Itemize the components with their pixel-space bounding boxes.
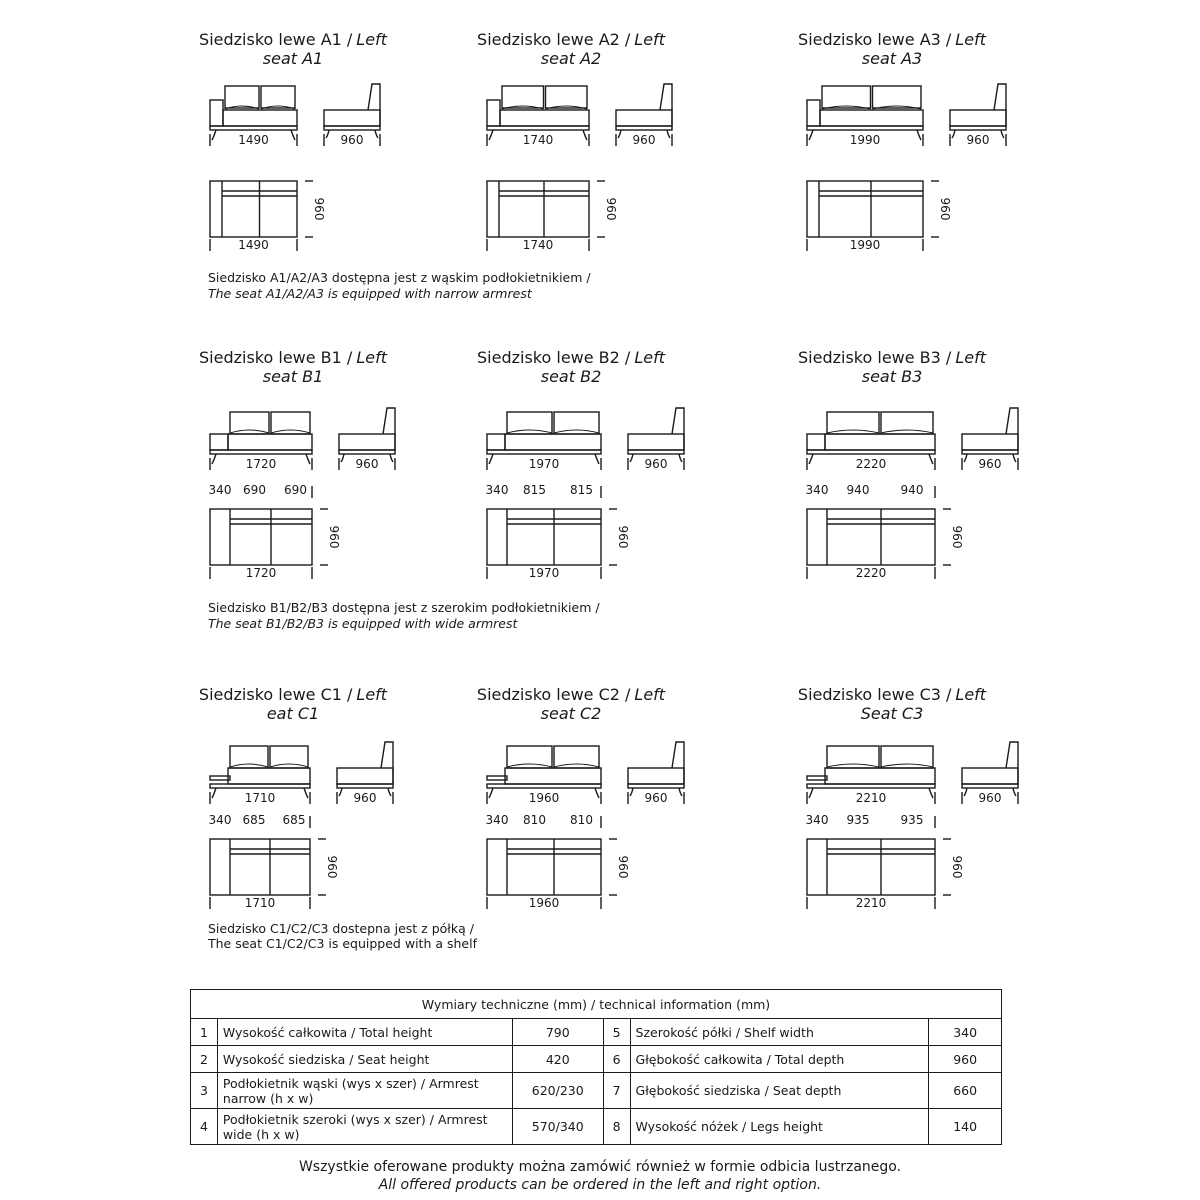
outline-path [667,130,670,138]
split-label: 935 [900,813,924,827]
module-title [199,30,388,49]
outline-rect [507,746,552,768]
outline-rect [487,434,505,450]
row-number: 6 [603,1046,630,1073]
outline-path [595,454,599,464]
outline-path [341,454,344,462]
outline-path [1006,742,1018,784]
side-depth-label: 960 [978,791,1002,805]
outline-rect [502,86,544,108]
outline-rect [210,509,312,565]
table-row [191,1046,1002,1073]
outline-rect [628,450,684,454]
row-number: 2 [191,1046,218,1073]
footer-note-en: All offered products can be ordered in the left and right option. [378,1177,822,1193]
front-width-label: 1490 [238,133,269,147]
plan-depth-label: 960 [604,197,618,221]
module-title-en: Left [634,30,665,49]
plan-width-label: 2220 [855,566,887,580]
module-title-pl: Siedzisko lewe A2 / [477,30,631,49]
side-depth-label: 960 [340,133,364,147]
outline-path [1006,408,1018,450]
split-label: 935 [846,813,870,827]
outline-path [381,742,393,784]
split-label: 815 [570,483,593,497]
outline-path [212,130,216,140]
outline-path [390,454,393,462]
outline-path [230,764,268,767]
outline-rect [628,434,684,450]
split-label: 940 [846,483,870,497]
outline-path [827,430,879,433]
note-c-pl: Siedzisko C1/C2/C3 dostepna jest z półką / [208,921,474,936]
module-seat-a1 [199,30,388,252]
outline-path [271,430,310,433]
outline-path [630,788,633,796]
footer-note-pl: Wszystkie oferowane produkty można zamówić również w formie odbicia lustrzanego. [298,1159,902,1175]
outline-rect [825,768,935,784]
outline-path [489,130,493,140]
outline-rect [881,412,933,434]
module-subtitle: seat B3 [861,367,923,386]
outline-rect [507,412,552,434]
outline-path [489,454,493,464]
outline-rect [228,768,310,784]
outline-rect [487,784,601,788]
split-label: 940 [900,483,924,497]
module-subtitle: Seat C3 [860,704,924,723]
outline-rect [487,181,589,237]
outline-rect [339,434,395,450]
outline-rect [271,412,310,434]
module-title-en: Left [634,348,665,367]
outline-rect [807,100,820,126]
outline-path [383,408,395,450]
outline-path [375,130,378,138]
module-title-pl: Siedzisko lewe C1 / [198,685,353,704]
outline-rect [628,784,684,788]
module-title-en: Left [955,30,986,49]
row-label: Podłokietnik szeroki (wys x szer) / Armrest wide (h x w) [217,1109,512,1145]
outline-rect [873,86,922,108]
outline-rect [270,746,308,768]
plan-depth-label: 960 [616,525,630,549]
outline-rect [210,434,228,450]
outline-path [230,430,269,433]
outline-rect [487,776,507,780]
outline-rect [962,434,1018,450]
outline-path [270,764,308,767]
outline-rect [261,86,295,108]
module-title [199,348,388,367]
side-depth-label: 960 [644,791,668,805]
outline-path [1013,454,1016,462]
plan-depth-label: 960 [616,855,630,879]
module-subtitle: seat B1 [262,367,324,386]
row-label: Szerokość półki / Shelf width [630,1019,929,1046]
module-title-en: Left [356,348,387,367]
split-label: 340 [208,813,232,827]
module-subtitle: seat C2 [540,704,602,723]
outline-path [809,788,813,798]
outline-rect [546,86,588,108]
row-number: 1 [191,1019,218,1046]
row-number: 4 [191,1109,218,1145]
technical-info-table [190,989,1002,1145]
outline-rect [210,784,310,788]
outline-path [660,84,672,126]
split-label: 685 [282,813,306,827]
outline-rect [807,434,825,450]
row-value: 960 [929,1046,1002,1073]
outline-rect [210,126,297,130]
module-subtitle: seat A3 [861,49,923,68]
module-title [477,685,666,704]
outline-rect [616,126,672,130]
front-width-label: 1990 [849,133,881,147]
outline-path [507,764,552,767]
outline-path [672,408,684,450]
footer-note [0,1158,1200,1194]
outline-path [388,788,391,796]
outline-path [952,130,955,138]
front-width-label: 1970 [528,457,560,471]
outline-rect [337,768,393,784]
outline-rect [962,768,1018,784]
outline-path [339,788,342,796]
row-value: 340 [929,1019,1002,1046]
outline-rect [554,412,599,434]
row-number: 8 [603,1109,630,1145]
outline-rect [487,450,601,454]
outline-rect [223,110,297,126]
outline-rect [487,126,589,130]
row-label: Głębokość całkowita / Total depth [630,1046,929,1073]
outline-rect [505,768,601,784]
outline-rect [807,784,935,788]
module-seat-b1 [199,348,395,580]
plan-depth-label: 960 [938,197,952,221]
plan-depth-label: 960 [327,525,341,549]
row-value: 790 [512,1019,603,1046]
module-seat-c3 [798,685,1018,910]
plan-depth-label: 960 [950,525,964,549]
module-title [798,348,987,367]
outline-path [212,788,216,798]
row-number: 5 [603,1019,630,1046]
plan-width-label: 1960 [528,896,560,910]
outline-path [827,764,879,767]
module-title-pl: Siedzisko lewe A3 / [798,30,952,49]
module-title-pl: Siedzisko lewe B2 / [477,348,631,367]
outline-path [583,130,587,140]
outline-rect [962,784,1018,788]
note-a-pl: Siedzisko A1/A2/A3 dostępna jest z wąskim podłokietnikiem / [208,270,591,285]
outline-rect [822,86,871,108]
row-number: 3 [191,1073,218,1109]
module-seat-b2 [477,348,684,580]
plan-width-label: 1710 [244,896,276,910]
outline-rect [807,839,935,895]
module-title-pl: Siedzisko lewe C3 / [797,685,952,704]
module-title [477,30,666,49]
plan-depth-label: 960 [950,855,964,879]
table-row [191,1019,1002,1046]
row-value: 660 [929,1073,1002,1109]
outline-path [964,788,967,796]
module-title [798,30,987,49]
outline-rect [339,450,395,454]
module-eat-c1 [199,685,393,910]
side-depth-label: 960 [353,791,377,805]
outline-path [326,130,329,138]
outline-rect [950,110,1006,126]
split-label: 340 [485,813,509,827]
module-subtitle: seat A2 [540,49,602,68]
split-label: 815 [523,483,546,497]
outline-path [291,130,295,140]
module-seat-b3 [798,348,1018,580]
module-title-en: Left [955,685,987,704]
outline-rect [230,746,268,768]
side-depth-label: 960 [978,457,1002,471]
outline-rect [337,784,393,788]
outline-rect [225,86,259,108]
outline-path [489,788,493,798]
outline-path [368,84,380,126]
outline-path [994,84,1006,126]
outline-rect [487,839,601,895]
module-title-pl: Siedzisko lewe C2 / [476,685,631,704]
front-width-label: 1740 [522,133,554,147]
plan-width-label: 1490 [238,238,269,252]
module-title-pl: Siedzisko lewe A1 / [199,30,353,49]
outline-path [304,788,308,798]
split-label: 690 [284,483,307,497]
outline-path [554,430,599,433]
split-label: 810 [523,813,546,827]
outline-rect [807,509,935,565]
outline-rect [827,412,879,434]
outline-path [507,430,552,433]
side-depth-label: 960 [966,133,990,147]
outline-rect [324,126,380,130]
row-label: Głębokość siedziska / Seat depth [630,1073,929,1109]
row-value: 420 [512,1046,603,1073]
outline-path [1013,788,1016,796]
module-subtitle: seat A1 [262,49,324,68]
module-title-pl: Siedzisko lewe B3 / [798,348,952,367]
outline-rect [881,746,933,768]
side-depth-label: 960 [644,457,668,471]
outline-rect [505,434,601,450]
outline-rect [820,110,923,126]
split-label: 685 [242,813,266,827]
outline-rect [554,746,599,768]
outline-rect [210,450,312,454]
split-label: 340 [485,483,509,497]
module-subtitle: seat B2 [540,367,602,386]
row-number: 7 [603,1073,630,1109]
module-title-en: Left [356,685,388,704]
front-width-label: 1960 [528,791,560,805]
split-label: 690 [243,483,266,497]
outline-rect [210,181,297,237]
outline-rect [807,181,923,237]
side-depth-label: 960 [632,133,656,147]
plan-width-label: 2210 [855,896,887,910]
outline-path [618,130,621,138]
plan-width-label: 1740 [522,238,554,252]
row-label: Wysokość siedziska / Seat height [217,1046,512,1073]
note-b-en: The seat B1/B2/B3 is equipped with wide armrest [208,616,518,631]
note-a-en: The seat A1/A2/A3 is equipped with narrow armrest [208,286,532,301]
outline-rect [628,768,684,784]
row-label: Wysokość nóżek / Legs height [630,1109,929,1145]
front-width-label: 2210 [855,791,887,805]
note-c-en: The seat C1/C2/C3 is equipped with a shelf [208,936,477,951]
table-row [191,1109,1002,1145]
split-label: 810 [570,813,593,827]
outline-rect [827,746,879,768]
module-seat-a3 [798,30,1006,252]
split-label: 340 [805,483,829,497]
plan-width-label: 1990 [849,238,881,252]
outline-path [881,430,933,433]
outline-path [1001,130,1004,138]
outline-path [929,454,933,464]
outline-rect [210,839,310,895]
table-row [191,1073,1002,1109]
outline-rect [210,100,223,126]
outline-path [917,130,921,140]
outline-rect [962,450,1018,454]
outline-path [679,454,682,462]
outline-rect [807,450,935,454]
outline-rect [500,110,589,126]
outline-path [212,454,216,464]
outline-path [679,788,682,796]
outline-path [964,454,967,462]
outline-rect [825,434,935,450]
row-value: 570/340 [512,1109,603,1145]
front-width-label: 1720 [245,457,277,471]
outline-rect [487,100,500,126]
front-width-label: 2220 [855,457,887,471]
row-value: 140 [929,1109,1002,1145]
row-value: 620/230 [512,1073,603,1109]
outline-path [306,454,310,464]
plan-width-label: 1970 [528,566,560,580]
outline-path [630,454,633,462]
outline-path [881,764,933,767]
table-header: Wymiary techniczne (mm) / technical information (mm) [191,990,1002,1019]
outline-rect [324,110,380,126]
split-label: 340 [208,483,232,497]
plan-depth-label: 960 [325,855,339,879]
split-label: 340 [805,813,829,827]
outline-rect [807,776,827,780]
module-title-en: Left [634,685,666,704]
front-width-label: 1710 [244,791,276,805]
outline-rect [487,509,601,565]
outline-rect [616,110,672,126]
outline-path [809,130,813,140]
outline-rect [230,412,269,434]
outline-rect [807,126,923,130]
module-title-en: Left [356,30,387,49]
plan-depth-label: 960 [312,197,326,221]
outline-rect [210,776,230,780]
module-seat-a2 [477,30,672,252]
row-label: Wysokość całkowita / Total height [217,1019,512,1046]
module-title [798,685,987,704]
module-title-en: Left [955,348,986,367]
outline-path [809,454,813,464]
outline-rect [950,126,1006,130]
module-title-pl: Siedzisko lewe B1 / [199,348,353,367]
module-seat-c2 [477,685,684,910]
row-label: Podłokietnik wąski (wys x szer) / Armrest narrow (h x w) [217,1073,512,1109]
module-subtitle: eat C1 [266,704,320,723]
note-b-pl: Siedzisko B1/B2/B3 dostępna jest z szerokim podłokietnikiem / [208,600,600,615]
outline-rect [228,434,312,450]
plan-width-label: 1720 [245,566,277,580]
outline-path [595,788,599,798]
outline-path [929,788,933,798]
outline-path [554,764,599,767]
side-depth-label: 960 [355,457,379,471]
module-title [199,685,388,704]
outline-path [672,742,684,784]
module-title [477,348,666,367]
